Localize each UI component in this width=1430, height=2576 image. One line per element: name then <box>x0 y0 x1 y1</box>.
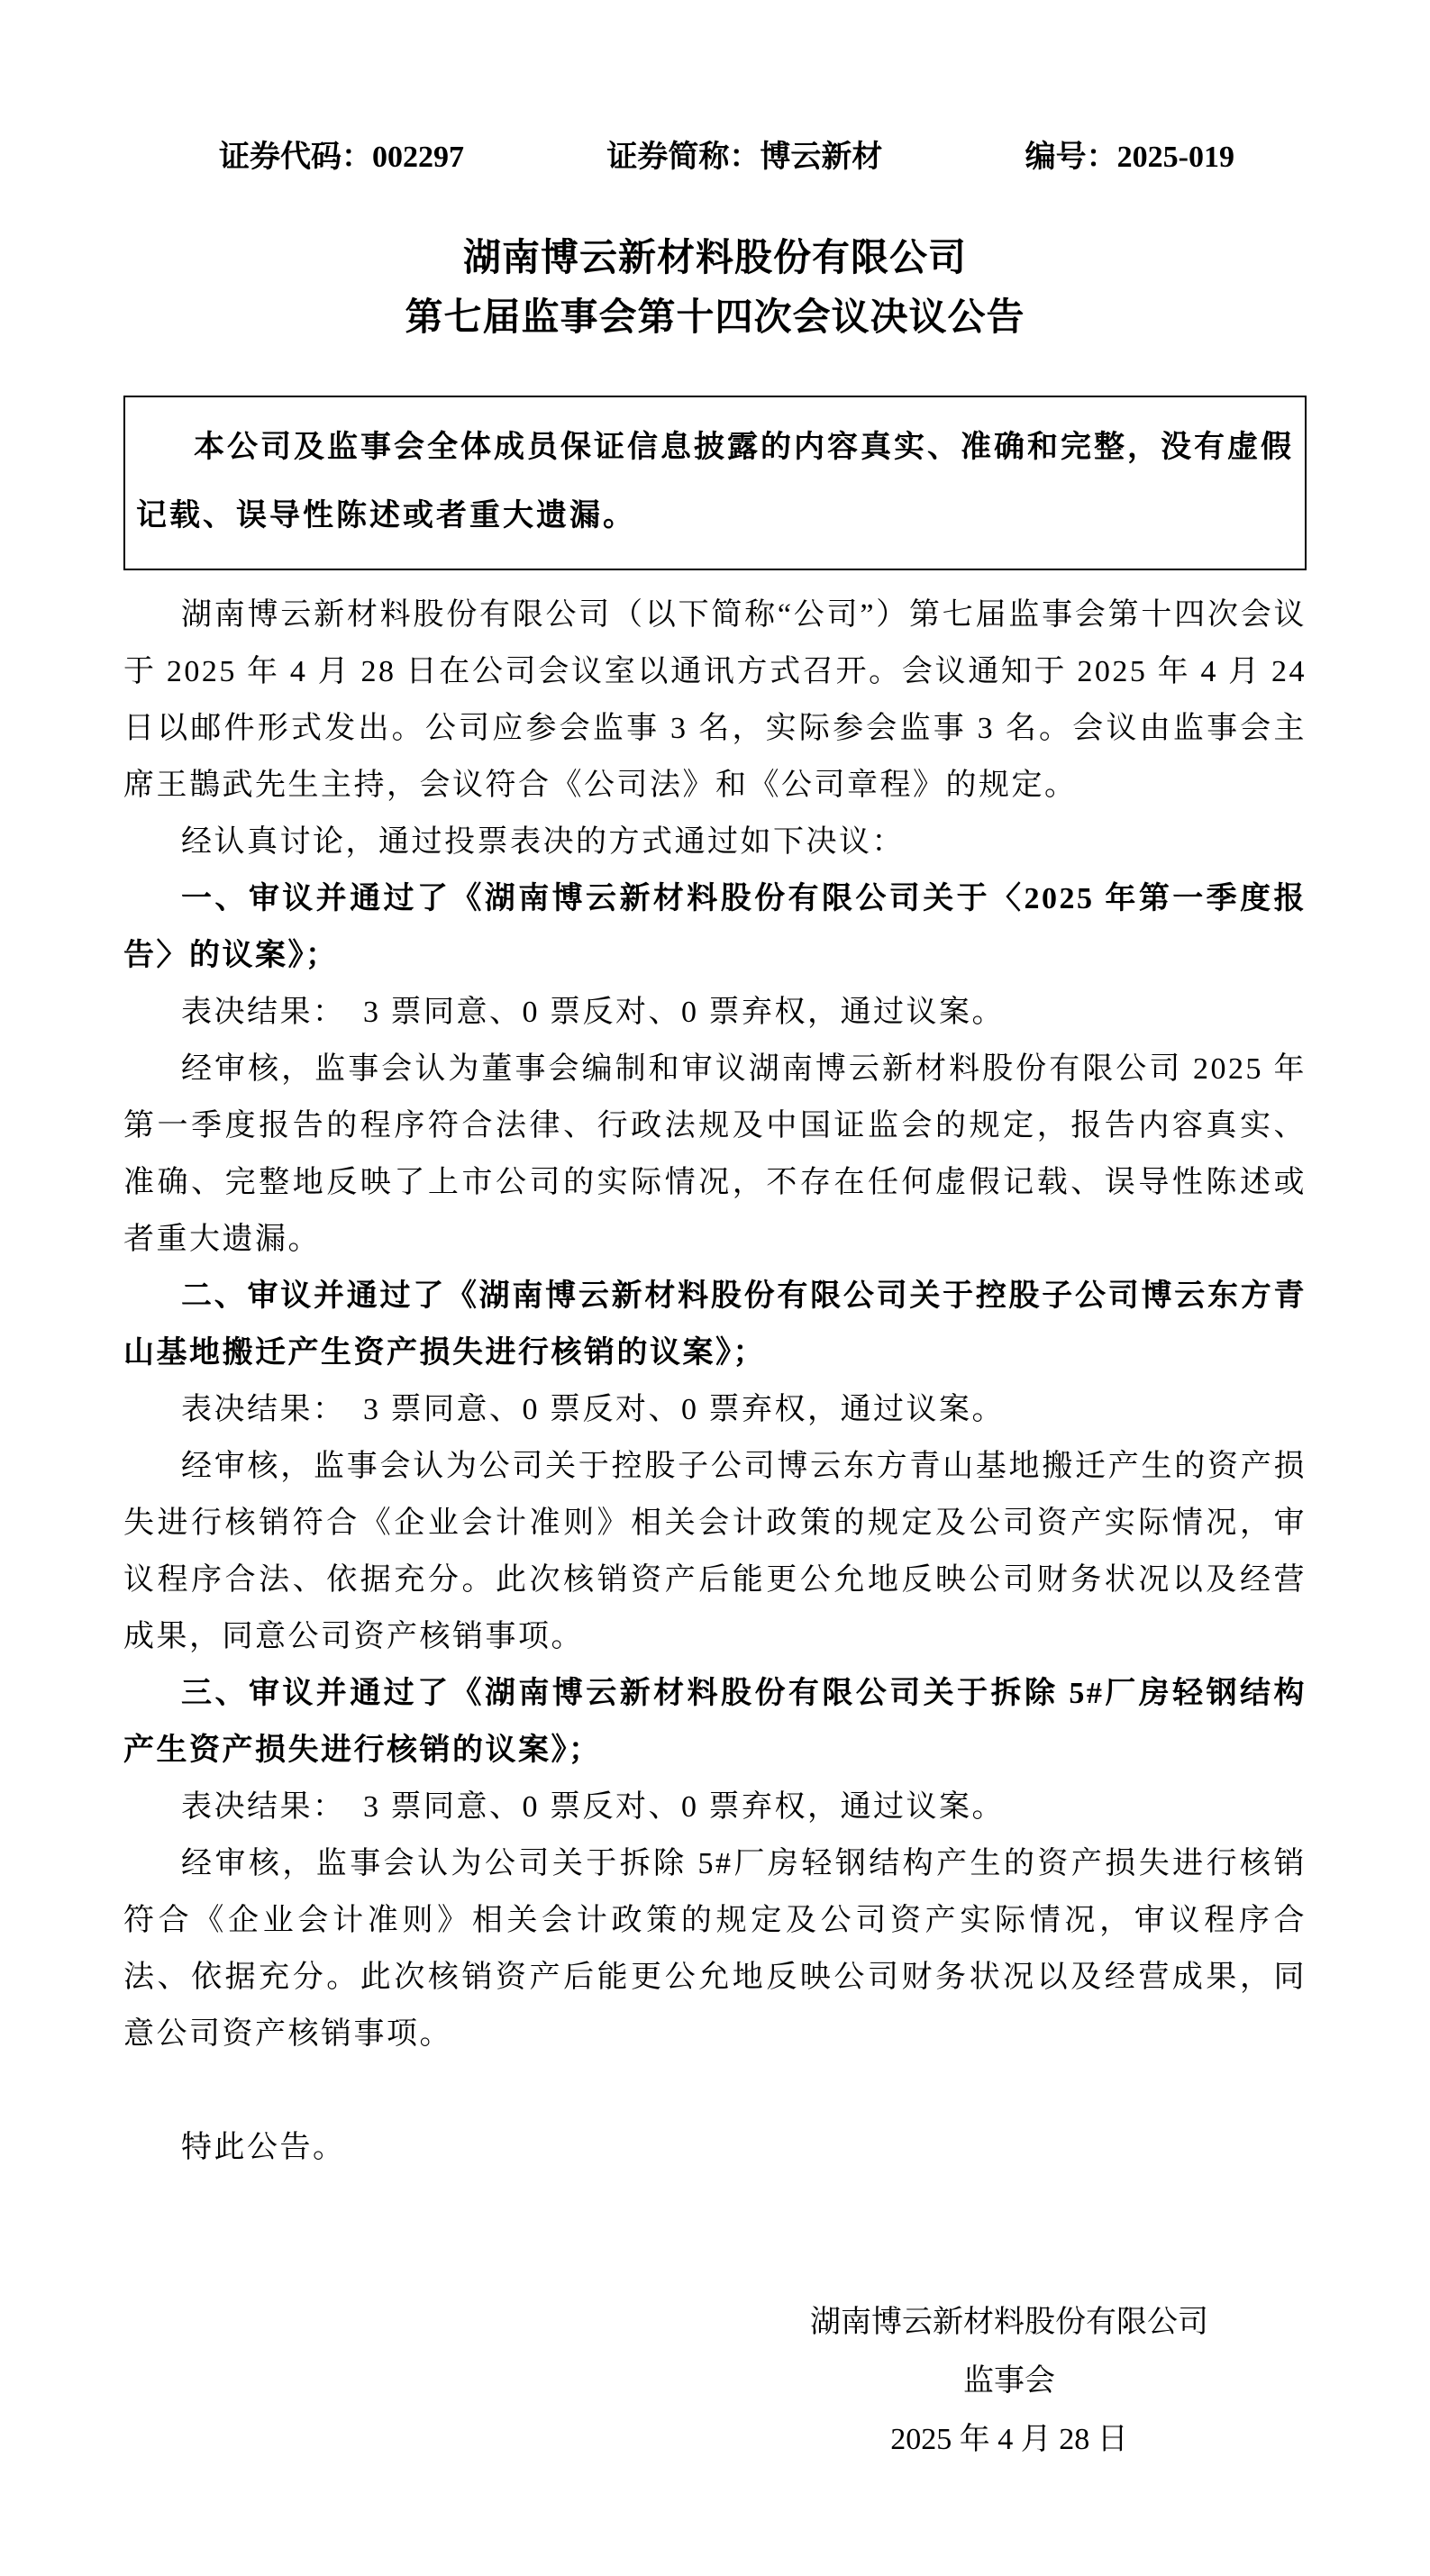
announcement-body <box>123 587 1307 2176</box>
resolution-2-vote-result: 表决结果： 3 票同意、0 票反对、0 票弃权，通过议案。 <box>181 1393 1005 1426</box>
resolution-1-vote-result: 表决结果： 3 票同意、0 票反对、0 票弃权，通过议案。 <box>181 996 1005 1029</box>
document-subtitle: 第七届监事会第十四次会议决议公告 <box>405 297 1025 339</box>
signature-department: 监事会 <box>963 2364 1055 2398</box>
para-resolution-intro: 经认真讨论，通过投票表决的方式通过如下决议： <box>181 825 905 859</box>
company-title: 湖南博云新材料股份有限公司 <box>462 238 967 279</box>
page-content <box>123 137 1307 2469</box>
stock-code-label: 证券代码：002297 <box>219 141 464 174</box>
securities-header-row <box>123 137 1307 177</box>
para-opening: 湖南博云新材料股份有限公司（以下简称“公司”）第七届监事会第十四次会议于 2025 年 4 月 28 日在公司会议室以通讯方式召开。会议通知于 2025 年 4 月 24 日以邮件形式发出。公司应参会监事 3 名，实际参会监事 3 名。会议由监事会主席王鵲武先生主持，会议符合《公司法》和《公司章程》的规定。 <box>123 598 1307 802</box>
resolution-3-vote-result: 表决结果： 3 票同意、0 票反对、0 票弃权，通过议案。 <box>181 1790 1005 1824</box>
resolution-2-title: 二、审议并通过了《湖南博云新材料股份有限公司关于控股子公司博云东方青山基地搬迁产生资产损失进行核销的议案》； <box>123 1279 1307 1370</box>
resolution-2-review-opinion: 经审核，监事会认为公司关于控股子公司博云东方青山基地搬迁产生的资产损失进行核销符合《企业会计准则》相关会计政策的规定及公司资产实际情况，审议程序合法、依据充分。此次核销资产后能更公允地反映公司财务状况以及经营成果，同意公司资产核销事项。 <box>123 1450 1307 1653</box>
stock-abbr-label: 证券简称：博云新材 <box>606 141 883 174</box>
resolution-3-review-opinion: 经审核，监事会认为公司关于拆除 5#厂房轻钢结构产生的资产损失进行核销符合《企业会计准则》相关会计政策的规定及公司资产实际情况，审议程序合法、依据充分。此次核销资产后能更公允地反映公司财务状况以及经营成果，同意公司资产核销事项。 <box>123 1847 1307 2051</box>
resolution-1-review-opinion: 经审核，监事会认为董事会编制和审议湖南博云新材料股份有限公司 2025 年第一季度报告的程序符合法律、行政法规及中国证监会的规定，报告内容真实、准确、完整地反映了上市公司的实际情况，不存在任何虚假记载、误导性陈述或者重大遗漏。 <box>123 1052 1307 1256</box>
disclaimer-box <box>123 396 1307 570</box>
signature-company: 湖南博云新材料股份有限公司 <box>810 2306 1208 2339</box>
resolution-1-title: 一、审议并通过了《湖南博云新材料股份有限公司关于〈2025 年第一季度报告〉的议案》； <box>123 882 1307 972</box>
resolution-3-title: 三、审议并通过了《湖南博云新材料股份有限公司关于拆除 5#厂房轻钢结构产生资产损失进行核销的议案》； <box>123 1677 1307 1767</box>
signature-date: 2025 年 4 月 28 日 <box>890 2423 1128 2456</box>
closing-statement: 特此公告。 <box>181 2131 346 2164</box>
document-title-block <box>123 229 1307 348</box>
disclaimer-text: 本公司及监事会全体成员保证信息披露的内容真实、准确和完整，没有虚假记载、误导性陈述或者重大遗漏。 <box>136 431 1294 532</box>
signature-block <box>806 2293 1212 2469</box>
doc-number-label: 编号：2025-019 <box>1025 141 1234 174</box>
